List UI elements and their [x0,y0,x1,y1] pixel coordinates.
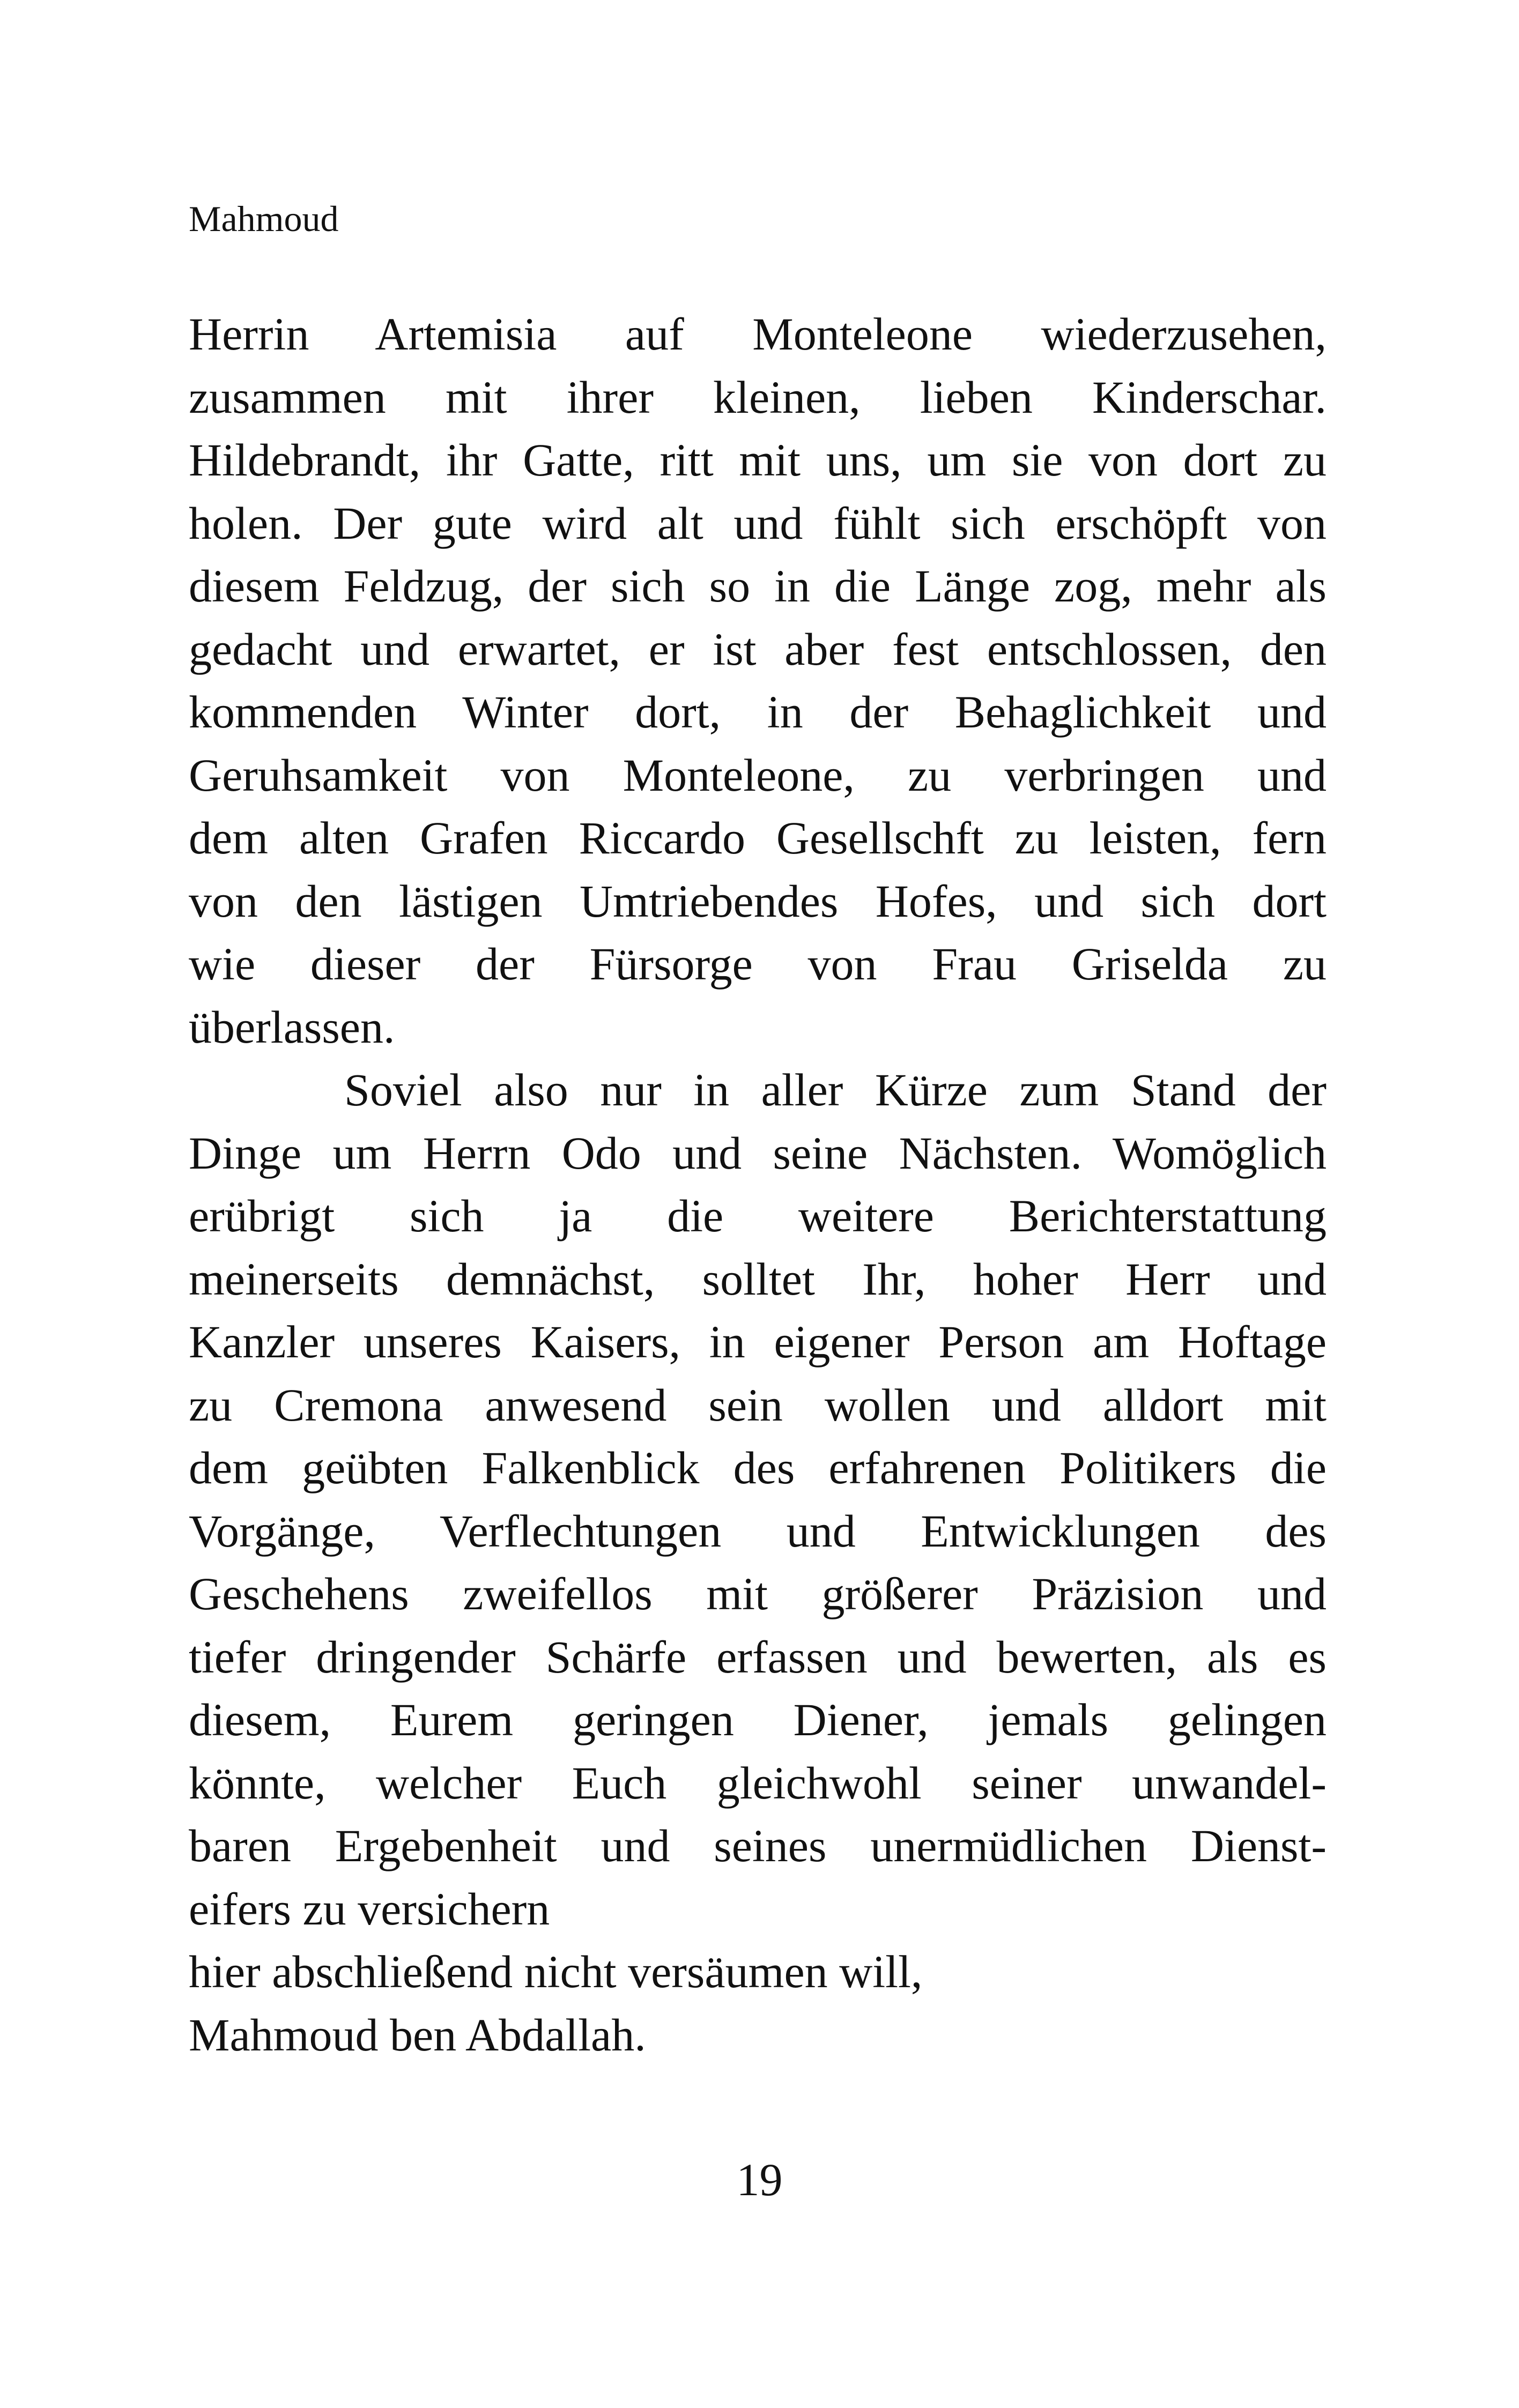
text-line: von den lästigen Umtriebendes Hofes, und sich dort [189,875,1327,927]
text-line: Herrin Artemisia auf Monteleone wiederzusehen, [189,308,1327,360]
text-line: holen. Der gute wird alt und fühlt sich erschöpft von [189,497,1327,549]
text-line: erübrigt sich ja die weitere Berichterstattung [189,1190,1327,1242]
body-text [189,303,1327,2067]
text-line: diesem, Eurem geringen Diener, jemals gelingen [189,1694,1327,1745]
text-line: tiefer dringender Schärfe erfassen und bewerten, als es [189,1631,1327,1683]
text-line: Vorgänge, Verflechtungen und Entwicklungen des [189,1505,1327,1557]
text-line: zu Cremona anwesend sein wollen und alldort mit [189,1379,1327,1431]
text-line: eifers zu versichern [189,1883,550,1935]
text-line: wie dieser der Fürsorge von Frau Griselda zu [189,938,1327,990]
signature-line: Mahmoud ben Abdallah. [189,2009,646,2061]
text-line: Geruhsamkeit von Monteleone, zu verbringen und [189,749,1327,801]
page-number: 19 [736,2154,783,2205]
text-line: diesem Feldzug, der sich so in die Länge zog, mehr als [189,560,1327,612]
text-line: meinerseits demnächst, solltet Ihr, hoher Herr und [189,1253,1327,1305]
text-line: Hildebrandt, ihr Gatte, ritt mit uns, um sie von dort zu [189,434,1327,486]
text-line: gedacht und erwartet, er ist aber fest entschlossen, den [189,623,1327,675]
text-line: dem alten Grafen Riccardo Gesellschft zu leisten, fern [189,812,1327,864]
text-line: könnte, welcher Euch gleichwohl seiner unwandel- [189,1757,1327,1809]
text-line: Dinge um Herrn Odo und seine Nächsten. Womöglich [189,1127,1327,1179]
text-line: überlassen. [189,1001,395,1053]
text-line: kommenden Winter dort, in der Behaglichkeit und [189,686,1327,738]
paragraph-first-line: Soviel also nur in aller Kürze zum Stand der [344,1064,1327,1116]
text-line: Kanzler unseres Kaisers, in eigener Person am Hoftage [189,1316,1327,1367]
text-line: baren Ergebenheit und seines unermüdlichen Dienst- [189,1820,1327,1871]
running-head: Mahmoud [189,198,339,239]
text-line: dem geübten Falkenblick des erfahrenen Politikers die [189,1442,1327,1493]
closing-line: hier abschließend nicht versäumen will, [189,1946,923,1997]
text-line: zusammen mit ihrer kleinen, lieben Kinderschar. [189,371,1327,423]
text-line: Geschehens zweifellos mit größerer Präzision und [189,1568,1327,1619]
